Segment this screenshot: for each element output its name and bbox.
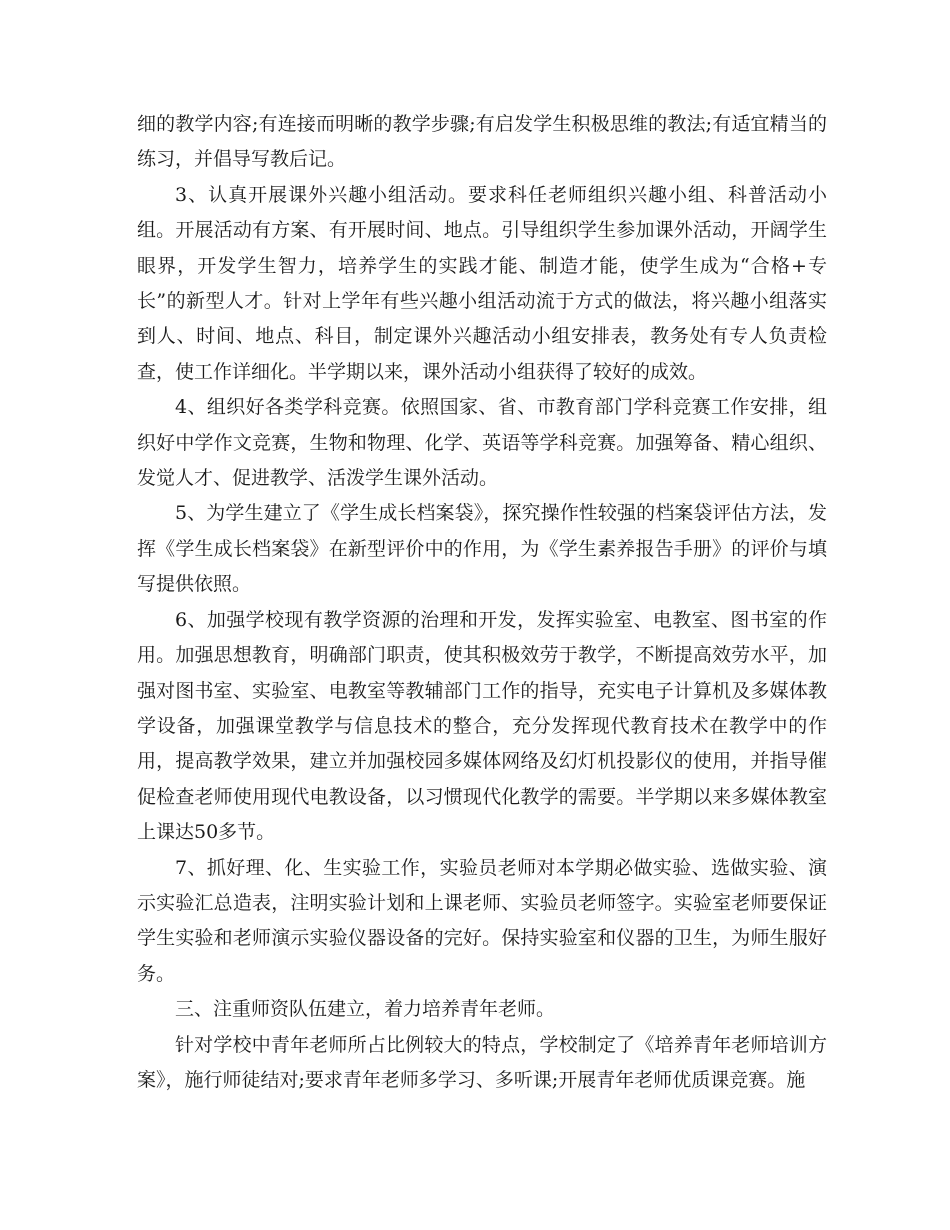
paragraph-2: 3、认真开展课外兴趣小组活动。要求科任老师组织兴趣小组、科普活动小组。开展活动有方案、有开展时间、地点。引导组织学生参加课外活动，开阔学生眼界，开发学生智力，培养学生的实践才能、制造才能，使学生成为“合格+专长”的新型人才。针对上学年有些兴趣小组活动流于方式的做法，将兴趣小组落实到人、时间、地点、科目，制定课外兴趣活动小组安排表，教务处有专人负责检查，使工作详细化。半学期以来，课外活动小组获得了较好的成效。 — [137, 183, 827, 383]
paragraph-6: 7、抓好理、化、生实验工作，实验员老师对本学期必做实验、选做实验、演示实验汇总造表，注明实验计划和上课老师、实验员老师签字。实验室老师要保证学生实验和老师演示实验仪器设备的完好。保持实验室和仪器的卫生，为师生服好务。 — [137, 856, 827, 985]
paragraph-3: 4、组织好各类学科竞赛。依照国家、省、市教育部门学科竞赛工作安排，组织好中学作文竞赛，生物和物理、化学、英语等学科竞赛。加强筹备、精心组织、发觉人才、促进教学、活泼学生课外活动。 — [137, 396, 827, 490]
paragraph-5: 6、加强学校现有教学资源的治理和开发，发挥实验室、电教室、图书室的作用。加强思想教育，明确部门职责，使其积极效劳于教学，不断提高效劳水平，加强对图书室、实验室、电教室等教辅部门工作的指导，充实电子计算机及多媒体教学设备，加强课堂教学与信息技术的整合，充分发挥现代教育技术在教学中的作用，提高教学效果，建立并加强校园多媒体网络及幻灯机投影仪的使用，并指导催促检查老师使用现代电教设备，以习惯现代化教学的需要。半学期以来多媒体教室上课达50多节。 — [137, 608, 827, 844]
paragraph-1: 细的教学内容;有连接而明晰的教学步骤;有启发学生积极思维的教法;有适宜精当的练习，并倡导写教后记。 — [137, 113, 827, 171]
paragraph-7: 针对学校中青年老师所占比例较大的特点，学校制定了《培养青年老师培训方案》，施行师徒结对;要求青年老师多学习、多听课;开展青年老师优质课竞赛。施 — [137, 1033, 827, 1091]
paragraph-4: 5、为学生建立了《学生成长档案袋》，探究操作性较强的档案袋评估方法，发挥《学生成长档案袋》在新型评价中的作用，为《学生素养报告手册》的评价与填写提供依照。 — [137, 502, 827, 596]
section-heading-3: 三、注重师资队伍建立，着力培养青年老师。 — [175, 998, 556, 1021]
document-body — [137, 107, 827, 1098]
